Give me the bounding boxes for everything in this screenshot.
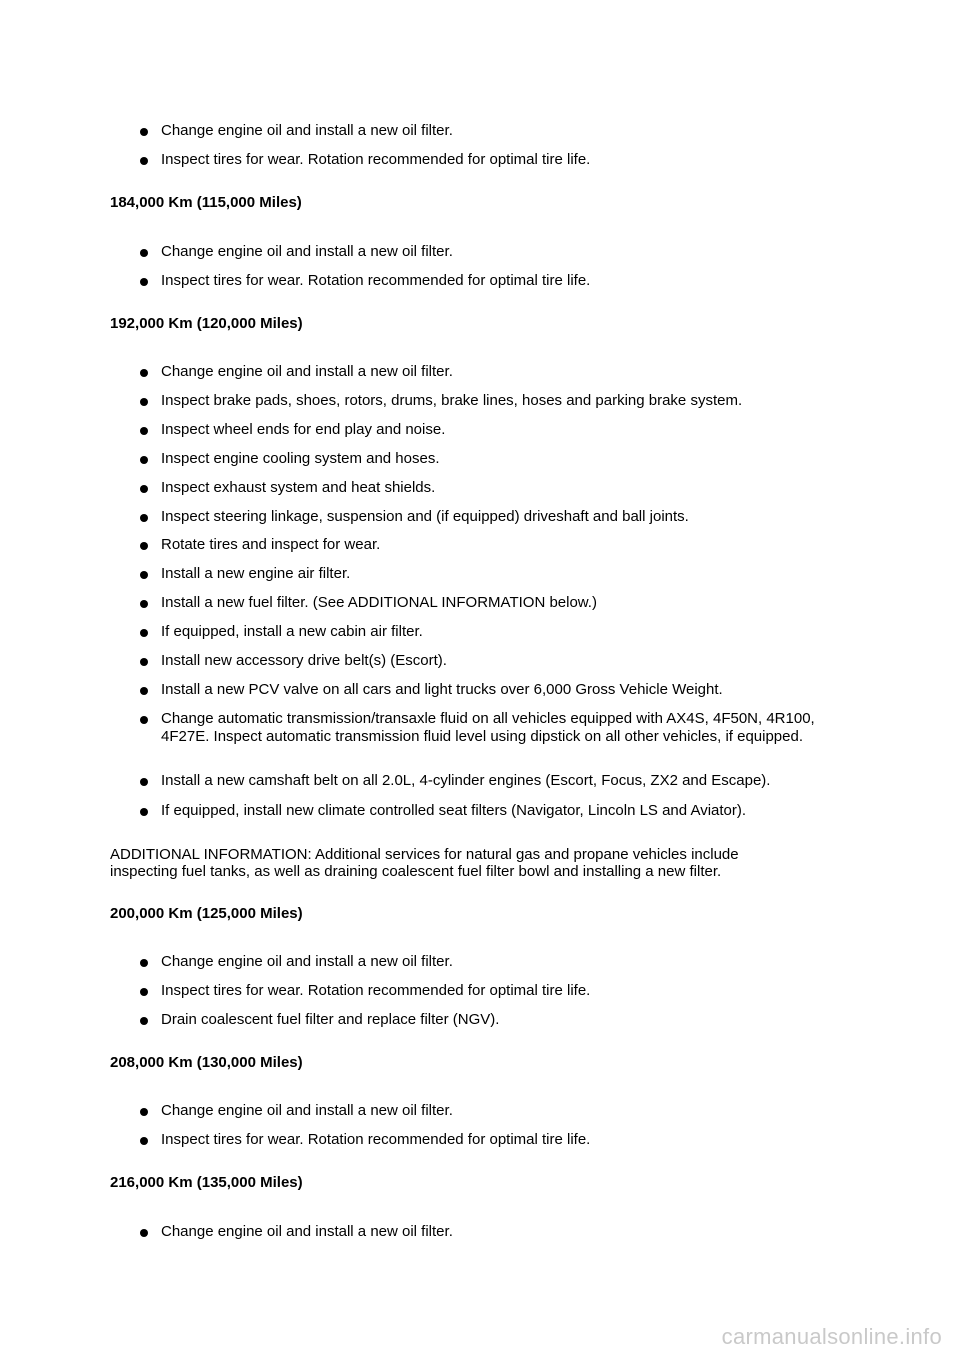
bullet-icon	[140, 716, 148, 724]
bullet-icon	[140, 398, 148, 406]
bullet-icon	[140, 988, 148, 996]
bullet-icon	[140, 485, 148, 493]
bullet-icon	[140, 128, 148, 136]
watermark: carmanualsonline.info	[721, 1324, 942, 1349]
bullet-icon	[140, 1137, 148, 1145]
bullet-icon	[140, 1108, 148, 1116]
bullet-icon	[140, 571, 148, 579]
bullet-icon	[140, 778, 148, 786]
bullet-icon	[140, 456, 148, 464]
section-heading: 216,000 Km (135,000 Miles)	[110, 1174, 303, 1191]
bullet-icon	[140, 249, 148, 257]
bullet-icon	[140, 427, 148, 435]
section-heading: 192,000 Km (120,000 Miles)	[110, 315, 303, 332]
bullet-icon	[140, 514, 148, 522]
bullet-icon	[140, 600, 148, 608]
bullet-icon	[140, 1017, 148, 1025]
bullet-icon	[140, 629, 148, 637]
bullet-icon	[140, 959, 148, 967]
bullet-icon	[140, 369, 148, 377]
section-heading: 184,000 Km (115,000 Miles)	[110, 194, 302, 211]
bullet-icon	[140, 1229, 148, 1237]
bullet-icon	[140, 278, 148, 286]
bullet-icon	[140, 808, 148, 816]
section-heading: 208,000 Km (130,000 Miles)	[110, 1054, 303, 1071]
section-heading: 200,000 Km (125,000 Miles)	[110, 905, 303, 922]
bullet-icon	[140, 157, 148, 165]
bullet-icon	[140, 542, 148, 550]
bullet-icon	[140, 687, 148, 695]
document-page: Change engine oil and install a new oil filter. Inspect tires for wear. Rotation recommended for optimal tire life. 184,000 Km (115,000 Miles) Change engine oil and install a new oil filter. Inspect tires for wear. Rotation recommended for optimal tire life. 192,000 Km (120,000 Miles) Change engine oil and install a new oil filter. Inspect brake pads, shoes, rotors, drums, brake lines, hoses and parking brake system. Inspect wheel ends for end play and noise. Inspect engine cooling system and hoses. Inspect exhaust system and heat shields. Inspect steering linkage, suspension and (if equipped) driveshaft and ball joints. Rotate tires and inspect for wear. Install a new engine air filter. Install a new fuel filter. (See ADDITIONAL INFORMATION below.) If equipped, install a new cabin air filter. Install new accessory drive belt(s) (Escort). Install a new PCV valve on all cars and light trucks over 6,000 Gross Vehicle Weight. Change automatic transmission/transaxle fluid on all vehicles equipped with AX4S, 4F50N, 4R100, 4F27E. Inspect automatic transmission fluid level using dipstick on all other vehicles, if equipped. Install a new camshaft belt on all 2.0L, 4-cylinder engines (Escort, Focus, ZX2 and Escape). If equipped, install new climate controlled seat filters (Navigator, Lincoln LS and Aviator). ADDITIONAL INFORMATION: Additional services for natural gas and propane vehicles include inspecting fuel tanks, as well as draining coalescent fuel filter bowl and installing a new filter. 200,000 Km (125,000 Miles) Change engine oil and install a new oil filter. Inspect tires for wear. Rotation recommended for optimal tire life. Drain coalescent fuel filter and replace filter (NGV). 208,000 Km (130,000 Miles) Change engine oil and install a new oil filter. Inspect tires for wear. Rotation recommended for optimal tire life. 216,000 Km (135,000 Miles) Change engine oil and install a new oil filter. carmanualsonline.info	[110, 122, 942, 1349]
additional-information-paragraph: ADDITIONAL INFORMATION: Additional services for natural gas and propane vehicles include inspecting fuel tanks, as well as draining coalescent fuel filter bowl and installing a new filter.	[110, 846, 739, 880]
bullet-icon	[140, 658, 148, 666]
